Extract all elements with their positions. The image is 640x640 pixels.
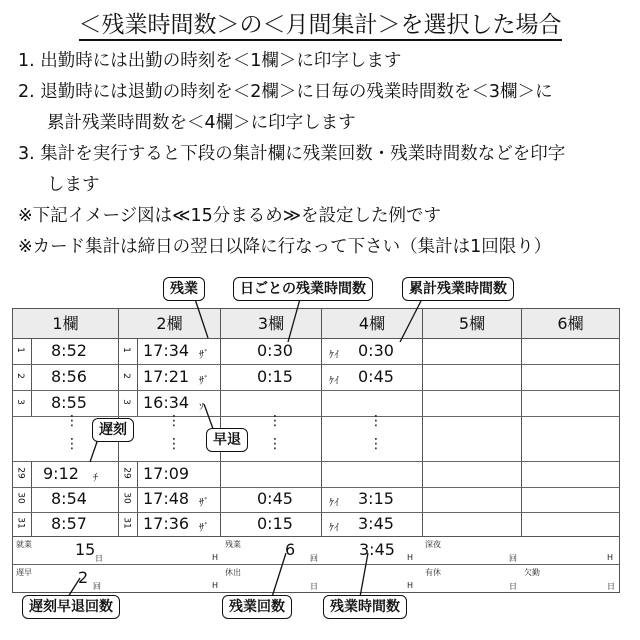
col-header-1: 1欄	[13, 309, 118, 338]
ot-count: 6	[285, 540, 296, 559]
col-header-2: 2欄	[119, 309, 220, 338]
absence-label: 欠勤	[524, 568, 540, 577]
day-30-b: 30	[121, 492, 132, 504]
day-31-b: 31	[121, 517, 132, 529]
holiday-work-label: 休出	[225, 568, 241, 577]
day-31: 31	[15, 517, 26, 529]
callout-late-early-count: 遅刻早退回数	[22, 595, 120, 619]
work-label: 就業	[16, 540, 32, 549]
work-days: 15	[75, 540, 96, 559]
ot-30: 0:45	[257, 489, 293, 508]
in-time-31: 8:57	[51, 514, 87, 533]
mark-1: ｻﾞ	[199, 350, 209, 361]
late-mark: ﾁ	[93, 473, 98, 484]
callout-ot-hours: 残業時間数	[323, 595, 407, 619]
cum-mark-30: ｹｲ	[329, 498, 339, 509]
day-30: 30	[15, 492, 26, 504]
instruction-2: 2. 退勤時には退勤の時刻を＜2欄＞に日毎の残業時間数を＜3欄＞に	[18, 82, 553, 102]
col-header-6: 6欄	[522, 309, 619, 338]
callout-zangyo: 残業	[163, 277, 205, 301]
instruction-2-cont: 累計残業時間数を＜4欄＞に印字します	[47, 113, 356, 133]
late-count: 2	[78, 568, 89, 587]
ellipsis: ⋮	[65, 436, 79, 452]
callout-late: 遅刻	[92, 418, 134, 442]
out-time-29: 17:09	[143, 464, 190, 483]
instruction-1: 1. 出勤時には出勤の時刻を＜1欄＞に印字します	[18, 51, 402, 71]
day-3: 3	[14, 399, 25, 405]
holiday-unit: 日	[310, 582, 318, 591]
paid-leave-label: 有休	[425, 568, 441, 577]
absence-unit: 日	[607, 582, 615, 591]
ot-2: 0:15	[257, 367, 293, 386]
cum-mark-31: ｹｲ	[329, 523, 339, 534]
in-time-30: 8:54	[51, 489, 87, 508]
ellipsis: ⋮	[167, 413, 181, 429]
callout-daily-ot: 日ごとの残業時間数	[233, 277, 373, 301]
instruction-3: 3. 集計を実行すると下段の集計欄に残業回数・残業時間数などを印字	[18, 144, 566, 164]
work-unit: 日	[95, 554, 103, 563]
ellipsis: ⋮	[167, 436, 181, 452]
callout-ot-count: 残業回数	[222, 595, 292, 619]
in-time-1: 8:52	[51, 341, 87, 360]
cum-2: 0:45	[358, 367, 394, 386]
day-1: 1	[14, 347, 25, 353]
ot-count-unit: 回	[310, 554, 318, 563]
day-2: 2	[14, 373, 25, 379]
cum-30: 3:15	[358, 489, 394, 508]
cum-1: 0:30	[358, 341, 394, 360]
day-1-b: 1	[120, 347, 131, 353]
mark-31: ｻﾞ	[199, 523, 209, 534]
in-time-29: 9:12	[43, 464, 79, 483]
ellipsis: ⋮	[268, 413, 282, 429]
holiday-h-unit: H	[407, 581, 414, 590]
ellipsis: ⋮	[268, 436, 282, 452]
out-time-3: 16:34	[143, 393, 190, 412]
late-label: 遅早	[16, 568, 32, 577]
col-header-5: 5欄	[423, 309, 521, 338]
night-label: 深夜	[425, 540, 441, 549]
ot-label: 残業	[225, 540, 241, 549]
instruction-3-cont: します	[47, 175, 100, 195]
night-h-unit: H	[607, 553, 614, 562]
col-header-4: 4欄	[322, 309, 422, 338]
ot-h-unit: H	[407, 553, 414, 562]
ot-1: 0:30	[257, 341, 293, 360]
work-h-unit: H	[212, 553, 219, 562]
ellipsis: ⋮	[65, 413, 79, 429]
callout-cum-ot: 累計残業時間数	[402, 277, 514, 301]
out-time-30: 17:48	[143, 489, 190, 508]
day-29-b: 29	[121, 467, 132, 479]
paid-leave-unit: 日	[509, 582, 517, 591]
callout-early: 早退	[206, 428, 248, 452]
late-unit: 回	[93, 582, 101, 591]
cum-mark-1: ｹｲ	[329, 350, 339, 361]
in-time-2: 8:56	[51, 367, 87, 386]
out-time-31: 17:36	[143, 514, 190, 533]
note-2: ※カード集計は締日の翌日以降に行なって下さい（集計は1回限り）	[18, 237, 552, 257]
in-time-3: 8:55	[51, 393, 87, 412]
mark-2: ｻﾞ	[199, 376, 209, 387]
mark-30: ｻﾞ	[199, 498, 209, 509]
col-header-3: 3欄	[221, 309, 321, 338]
day-2-b: 2	[120, 373, 131, 379]
out-time-2: 17:21	[143, 367, 190, 386]
note-1: ※下記イメージ図は≪15分まるめ≫を設定した例です	[18, 206, 442, 226]
out-time-1: 17:34	[143, 341, 190, 360]
mark-3: ｿ	[199, 402, 204, 413]
day-29: 29	[15, 467, 26, 479]
cum-mark-2: ｹｲ	[329, 376, 339, 387]
page-title: ＜残業時間数＞の＜月間集計＞を選択した場合	[0, 6, 640, 39]
cum-31: 3:45	[358, 514, 394, 533]
night-unit: 回	[509, 554, 517, 563]
ot-hours: 3:45	[359, 540, 395, 559]
ot-31: 0:15	[257, 514, 293, 533]
late-h-unit: H	[212, 581, 219, 590]
ellipsis: ⋮	[369, 436, 383, 452]
ellipsis: ⋮	[369, 413, 383, 429]
day-3-b: 3	[120, 399, 131, 405]
